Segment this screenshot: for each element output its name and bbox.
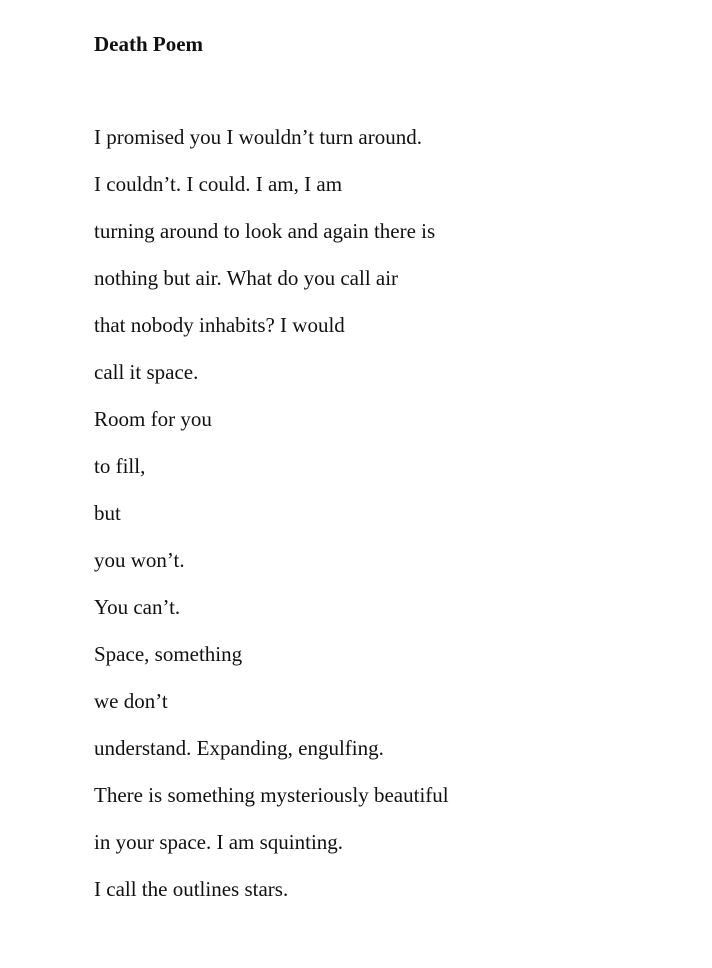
poem-line: I promised you I wouldn’t turn around. — [94, 125, 422, 149]
poem-line: you won’t. — [94, 548, 185, 572]
poem-line: call it space. — [94, 360, 199, 384]
poem-title: Death Poem — [94, 32, 204, 56]
poem-line: nothing but air. What do you call air — [94, 266, 399, 290]
poem-line: but — [94, 501, 121, 525]
poem-line: turning around to look and again there is — [94, 219, 436, 243]
poem-line: I couldn’t. I could. I am, I am — [94, 172, 343, 196]
poem-line: I call the outlines stars. — [94, 877, 289, 901]
poem-line: we don’t — [94, 689, 168, 713]
poem-line: Space, something — [94, 642, 243, 666]
poem-line: There is something mysteriously beautiful — [94, 783, 449, 807]
poem-line: in your space. I am squinting. — [94, 830, 344, 854]
poem-body — [94, 123, 449, 922]
poem-line: understand. Expanding, engulfing. — [94, 736, 384, 760]
poem-line: Room for you — [94, 407, 212, 431]
poem-line: that nobody inhabits? I would — [94, 313, 345, 337]
poem-line: You can’t. — [94, 595, 181, 619]
poem-line: to fill, — [94, 454, 146, 478]
